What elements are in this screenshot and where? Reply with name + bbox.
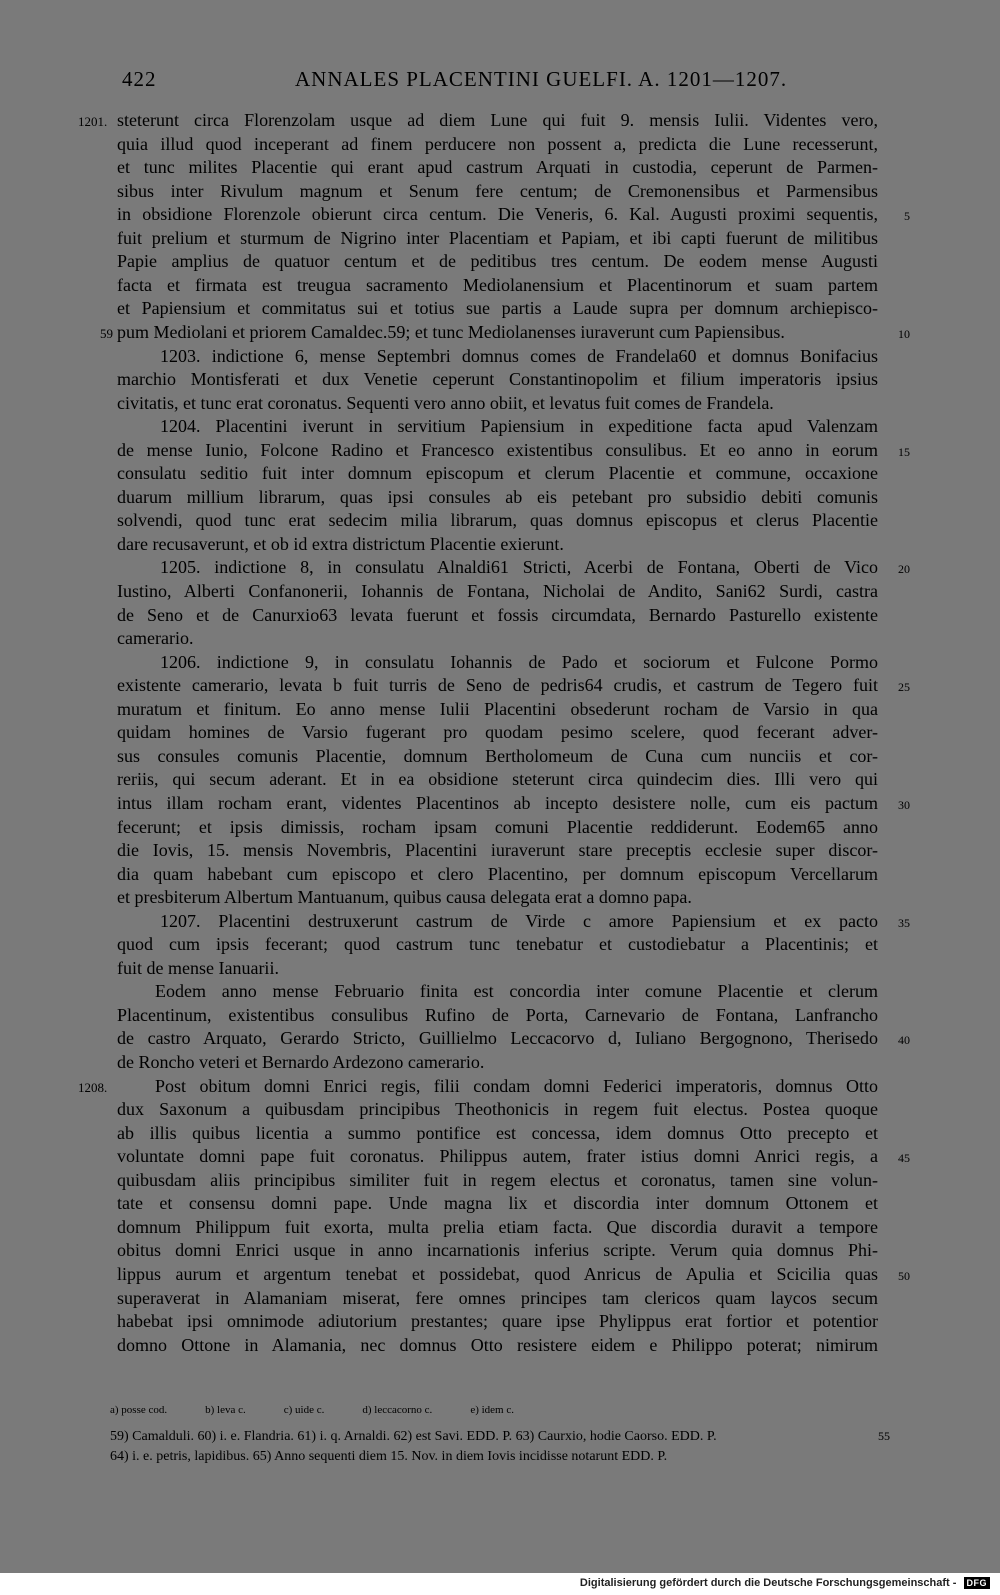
text-line bbox=[0, 1168, 1000, 1192]
text-line bbox=[0, 1333, 1000, 1357]
text-line bbox=[0, 1121, 1000, 1145]
line-text: 1205. indictione 8, in consulatu Alnaldi61 Stricti, Acerbi de Fontana, Oberti de Vico bbox=[160, 557, 878, 578]
footnote-text: 59) Camalduli. 60) i. e. Flandria. 61) i. q. Arnaldi. 62) est Savi. EDD. P. 63) Caurxio, hodie Caorso. EDD. P. bbox=[110, 1429, 717, 1444]
text-line bbox=[0, 626, 1000, 650]
text-line bbox=[0, 791, 1000, 815]
text-line bbox=[0, 744, 1000, 768]
text-line bbox=[0, 979, 1000, 1003]
line-text: steterunt circa Florenzolam usque ad diem Lune qui fuit 9. mensis Iulii. Videntes vero, bbox=[117, 110, 878, 130]
line-text: Iustino, Alberti Confanonerii, Iohannis de Fontana, Nicholai de Andito, Sani62 Surdi, castra bbox=[117, 581, 878, 601]
text-line bbox=[0, 1215, 1000, 1239]
line-text: habebat ipsi omnimode adiutorium prestantes; quare ipse Phylippus erat fortior et potentior bbox=[117, 1311, 878, 1332]
text-line bbox=[0, 367, 1000, 391]
line-number: 55 bbox=[878, 1429, 890, 1443]
line-text: obitus domni Enrici usque in anno incarnationis inferius scripte. Verum quia domnus Phi- bbox=[117, 1240, 878, 1261]
text-line bbox=[0, 1074, 1000, 1098]
line-text: fuit prelium et sturmum de Nigrino inter Placentiam et Papiam, et ibi capti fuerunt de militibus bbox=[117, 227, 878, 248]
line-text: duarum millium librarum, quas ipsi consules ab eis petebant pro subsidio debiti comunis bbox=[117, 486, 878, 507]
credit-text: Digitalisierung gefördert durch die Deutsche Forschungsgemeinschaft - bbox=[579, 1577, 957, 1589]
line-number: 30 bbox=[898, 797, 910, 812]
footnotes-letters bbox=[110, 1404, 900, 1416]
line-text: superaverat in Alamaniam miserat, fere omnes principes tam clericos quam laycos secum bbox=[117, 1287, 878, 1308]
text-line bbox=[0, 767, 1000, 791]
footnote-letter: c) uide c. bbox=[283, 1404, 325, 1416]
line-text: lippus aurum et argentum tenebat et possidebat, quod Anricus de Apulia et Scicilia quas bbox=[117, 1263, 878, 1284]
line-number: 40 bbox=[898, 1033, 910, 1048]
text-line bbox=[0, 885, 1000, 909]
line-text: Post obitum domni Enrici regis, filii condam domni Federici imperatoris, domnus Otto bbox=[155, 1075, 878, 1096]
footnote-letter: b) leva c. bbox=[205, 1404, 246, 1416]
text-line bbox=[0, 697, 1000, 721]
margin-year: 1201. bbox=[78, 114, 108, 129]
line-text: intus illam rocham erant, videntes Placentinos ab incepto desistere nolle, cum eis pactum bbox=[117, 792, 878, 813]
footnote-letter: d) leccacorno c. bbox=[362, 1404, 433, 1416]
text-line bbox=[0, 1026, 1000, 1050]
line-number: 50 bbox=[898, 1268, 910, 1283]
line-number: 35 bbox=[898, 915, 910, 930]
footnote-text: 64) i. e. petris, lapidibus. 65) Anno sequenti diem 15. Nov. in diem Iovis incidisse notarunt EDD. P. bbox=[110, 1449, 668, 1464]
line-text: dux Saxonum a quibusdam principibus Theothonicis in regem fuit electus. Postea quoque bbox=[117, 1099, 878, 1120]
margin-year: 1208. bbox=[78, 1079, 108, 1095]
running-title: ANNALES PLACENTINI GUELFI. A. 1201—1207. bbox=[295, 67, 788, 91]
line-text: existente camerario, levata b fuit turris de Seno de pedris64 crudis, et castrum de Tegero fuit bbox=[117, 675, 878, 696]
text-line bbox=[0, 226, 1000, 250]
line-text: de Roncho veteri et Bernardo Ardezono camerario. bbox=[117, 1052, 485, 1072]
line-text: de castro Arquato, Gerardo Stricto, Guillielmo Leccacorvo d, Iuliano Bergognono, Therisedo bbox=[117, 1028, 878, 1049]
text-line bbox=[0, 1050, 1000, 1074]
line-text: voluntate domni pape fuit coronatus. Philippus autem, frater istius domni Anrici regis, a bbox=[117, 1146, 878, 1167]
text-line bbox=[0, 132, 1000, 156]
line-text: fecerunt; et ipsis dimissis, rocham ipsam comuni Placentie reddiderunt. Eodem65 anno bbox=[117, 816, 878, 837]
footnote-letter: e) idem c. bbox=[470, 1404, 514, 1416]
text-line bbox=[0, 202, 1000, 226]
text-line bbox=[0, 555, 1000, 579]
text-line bbox=[0, 956, 1000, 980]
line-text: et Papiensium et commitatus sui et totius sue partis a Laude supra per domnum archiepisco- bbox=[117, 298, 878, 319]
text-line bbox=[0, 108, 1000, 132]
text-line bbox=[0, 932, 1000, 956]
line-text: 1203. indictione 6, mense Septembri domnus comes de Frandela60 et domnus Bonifacius bbox=[160, 345, 878, 366]
line-text: quibusdam aliis principibus similiter fuit in regem electus et coronatus, tamen sine volun- bbox=[117, 1169, 878, 1190]
line-text: muratum et finitum. Eo anno mense Iulii Placentini obsederunt rocham de Varsio in qua bbox=[117, 698, 878, 719]
page-header bbox=[0, 67, 1000, 97]
line-text: consulatu seditio fuit inter domnum episcopum et clerum Placentie et commune, occaxione bbox=[117, 463, 878, 484]
text-line bbox=[0, 1262, 1000, 1286]
line-text: de mense Iunio, Folcone Radino et Francesco existentibus consulibus. Et eo anno in eorum bbox=[117, 439, 878, 460]
text-line bbox=[0, 320, 1000, 344]
line-text: fuit de mense Ianuarii. bbox=[117, 957, 279, 978]
text-line bbox=[0, 532, 1000, 556]
line-number: 5 bbox=[904, 209, 910, 224]
text-line bbox=[0, 862, 1000, 886]
line-number: 10 bbox=[898, 326, 910, 341]
line-text: facta et firmata est treugua sacramento Mediolanensium et Placentinorum et suam partem bbox=[117, 274, 878, 295]
line-text: domnum Philippum fuit exorta, multa prelia etiam facta. Que discordia duravit a tempore bbox=[117, 1216, 878, 1237]
footnote-letter: a) posse cod. bbox=[110, 1404, 168, 1416]
text-line bbox=[0, 1003, 1000, 1027]
line-text: marchio Montisferati et dux Venetie ceperunt Constantinopolim et filium imperatoris ipsius bbox=[117, 369, 878, 390]
text-line bbox=[0, 1191, 1000, 1215]
margin-year: 59 bbox=[100, 325, 113, 341]
text-line bbox=[0, 273, 1000, 297]
text-line bbox=[0, 815, 1000, 839]
line-number: 25 bbox=[898, 680, 910, 695]
line-text: domno Ottone in Alamania, nec domnus Otto resistere eidem e Philippo poterat; nimirum bbox=[117, 1334, 878, 1355]
footnote-line bbox=[110, 1449, 900, 1465]
text-line bbox=[0, 720, 1000, 744]
text-line bbox=[0, 296, 1000, 320]
text-line bbox=[0, 179, 1000, 203]
text-line bbox=[0, 391, 1000, 415]
line-text: dia quam habebant cum episcopo et clero Placentino, per domnum episcopum Vercellarum bbox=[117, 863, 878, 884]
text-line bbox=[0, 838, 1000, 862]
line-text: reriis, qui secum aderant. Et in ea obsidione steterunt circa quindecim dies. Illi vero qui bbox=[117, 769, 878, 790]
line-text: sus consules comunis Placentie, domnum Bertholomeum de Cuna cum nunciis et cor- bbox=[117, 745, 878, 766]
line-text: camerario. bbox=[117, 628, 194, 649]
line-number: 20 bbox=[898, 562, 910, 577]
text-line bbox=[0, 1309, 1000, 1333]
text-line bbox=[0, 650, 1000, 674]
line-text: die Iovis, 15. mensis Novembris, Placentini iuraverunt stare preceptis ecclesie super discor- bbox=[117, 840, 878, 861]
text-line bbox=[0, 461, 1000, 485]
text-line bbox=[0, 155, 1000, 179]
line-text: sibus inter Rivulum magnum et Senum fere centum; de Cremonensibus et Parmensibus bbox=[117, 180, 878, 201]
text-line bbox=[0, 438, 1000, 462]
line-number: 45 bbox=[898, 1151, 910, 1166]
line-text: dare recusaverunt, et ob id extra districtum Placentie exierunt. bbox=[117, 533, 564, 554]
line-text: quia illud quod inceperant ad finem perducere non possent a, predicta die Lune recesserunt, bbox=[117, 133, 878, 154]
line-text: tate et consensu domni pape. Unde magna lix et discordia inter domnum Ottonem et bbox=[117, 1193, 878, 1214]
line-text: in obsidione Florenzole obierunt circa centum. Die Veneris, 6. Kal. Augusti proximi sequentis, bbox=[117, 204, 878, 225]
text-line bbox=[0, 485, 1000, 509]
text-line bbox=[0, 1144, 1000, 1168]
text-line bbox=[0, 673, 1000, 697]
text-line bbox=[0, 1238, 1000, 1262]
line-text: solvendi, quod tunc erat sedecim milia librarum, quas domnus episcopus et clerus Placentie bbox=[117, 510, 878, 531]
line-text: Placentinum, existentibus consulibus Rufino de Porta, Carnevario de Fontana, Lanfrancho bbox=[117, 1004, 878, 1025]
text-line bbox=[0, 1286, 1000, 1310]
text-line bbox=[0, 344, 1000, 368]
line-text: 1206. indictione 9, in consulatu Iohannis de Pado et sociorum et Fulcone Pormo bbox=[160, 651, 878, 672]
line-text: quidam homines de Varsio fugerant pro quodam pesimo scelere, quod fecerant adver- bbox=[117, 722, 878, 743]
line-text: Papie amplius de quatuor centum et de peditibus tres centum. De eodem mense Augusti bbox=[117, 251, 878, 272]
line-text: 1207. Placentini destruxerunt castrum de Virde c amore Papiensium et ex pacto bbox=[160, 910, 878, 931]
text-line bbox=[0, 508, 1000, 532]
line-text: civitatis, et tunc erat coronatus. Sequenti vero anno obiit, et levatus fuit comes de Frandela. bbox=[117, 392, 774, 413]
digitization-credit bbox=[580, 1577, 990, 1589]
line-text: et tunc milites Placentie qui erant apud castrum Arquati in custodia, ceperunt de Parmen- bbox=[117, 157, 878, 178]
footnote-line bbox=[110, 1429, 900, 1445]
line-text: quod cum ipsis fecerant; quod castrum tunc tenebatur et custodiebatur a Placentinis; et bbox=[117, 934, 878, 955]
text-line bbox=[0, 414, 1000, 438]
line-text: de Seno et de Canurxio63 levata fuerunt et fossis circumdata, Bernardo Pasturello existente bbox=[117, 604, 878, 625]
text-line bbox=[0, 909, 1000, 933]
text-line bbox=[0, 603, 1000, 627]
line-text: 1204. Placentini iverunt in servitium Papiensium in expeditione facta apud Valenzam bbox=[160, 416, 878, 437]
text-line bbox=[0, 1097, 1000, 1121]
dfg-logo: DFG bbox=[964, 1577, 991, 1589]
text-line bbox=[0, 249, 1000, 273]
text-line bbox=[0, 579, 1000, 603]
line-text: ab illis quibus licentia a summo pontifice est concessa, idem domnus Otto precepto et bbox=[117, 1122, 878, 1143]
page-number: 422 bbox=[122, 67, 157, 91]
line-number: 15 bbox=[898, 444, 910, 459]
line-text: pum Mediolani et priorem Camaldec.59; et tunc Mediolanenses iuraverunt cum Papiensibus. bbox=[117, 321, 785, 342]
line-text: et presbiterum Albertum Mantuanum, quibus causa delegata erat a domno papa. bbox=[117, 887, 692, 908]
line-text: Eodem anno mense Februario finita est concordia inter comune Placentie et clerum bbox=[155, 981, 878, 1002]
